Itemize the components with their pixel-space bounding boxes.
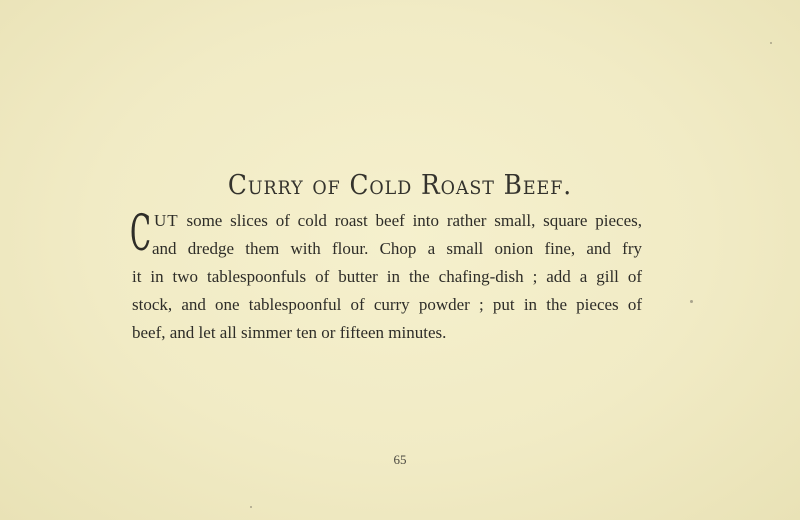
recipe-line-5: beef, and let all simmer ten or fifteen minutes. bbox=[132, 323, 447, 342]
recipe-body bbox=[130, 204, 642, 347]
recipe-line-1-lead: UT bbox=[154, 211, 179, 230]
paper-speck bbox=[690, 300, 693, 303]
recipe-line-3: it in two tablespoonfuls of butter in the chafing-dish ; add a gill of bbox=[132, 267, 642, 286]
recipe-line-4: stock, and one tablespoonful of curry powder ; put in the pieces of bbox=[132, 295, 642, 314]
page-number: 65 bbox=[393, 452, 407, 467]
paper-speck bbox=[770, 42, 772, 44]
paper-speck bbox=[250, 506, 252, 508]
recipe-line-1-rest: some slices of cold roast beef into rather small, square pieces, bbox=[178, 211, 642, 230]
recipe-line-2: and dredge them with flour. Chop a small onion fine, and fry bbox=[152, 239, 642, 258]
drop-cap-letter: C bbox=[130, 204, 152, 262]
recipe-title: Curry of Cold Roast Beef. bbox=[227, 170, 573, 201]
